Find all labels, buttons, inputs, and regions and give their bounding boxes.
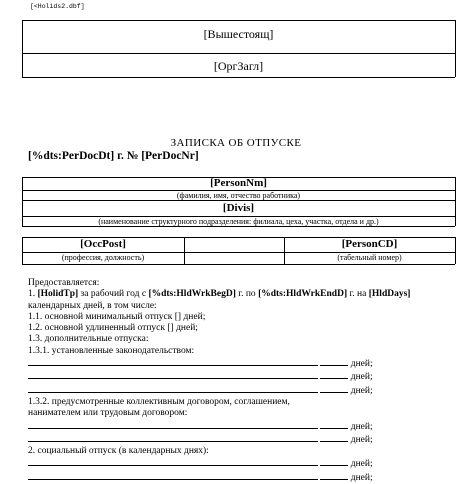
work-year-begin-field: [%dts:HldWrkBegD]	[148, 289, 236, 300]
blank-line-5: дней;	[28, 433, 458, 446]
blank-line-1: дней;	[28, 357, 458, 370]
document-date-field: [%dts:PerDocDt]	[28, 150, 115, 162]
division-caption: (наименование структурного подразделения: филиала, цеха, участка, отдела и др.)	[98, 217, 379, 226]
item-1-line-2: календарных дней, в том числе:	[28, 300, 157, 311]
document-title: ЗАПИСКА ОБ ОТПУСКЕ	[170, 137, 302, 149]
intro-text: Предоставляется:	[28, 278, 100, 288]
leave-details	[28, 278, 458, 484]
document-date-number	[28, 150, 199, 162]
blank-line-7: дней;	[28, 471, 458, 484]
employee-name-field: [PersonNm]	[210, 177, 267, 189]
position-field: [OccPost]	[80, 238, 126, 250]
personnel-number-field: [PersonCD]	[341, 238, 398, 250]
item-1-3: 1.3. дополнительные отпуска:	[28, 334, 149, 345]
blank-line-4: дней;	[28, 420, 458, 433]
item-1: 1. [HolidTp] за рабочий год с [%dts:HldWrkBegD] г. по [%dts:HldWrkEndD] г. на [HldDays]	[28, 289, 411, 300]
superior-organization-field: [Вышестоящ]	[203, 27, 274, 41]
blank-line-2: дней;	[28, 370, 458, 383]
blank-line-6: дней;	[28, 457, 458, 470]
file-tag: [<Holids2.dbf]	[30, 3, 85, 10]
item-1-2: 1.2. основной удлиненный отпуск [] дней;	[28, 323, 198, 334]
holiday-type-field: [HolidTp]	[37, 289, 79, 300]
document-number-separator: г. №	[114, 150, 142, 162]
work-year-end-field: [%dts:HldWrkEndD]	[258, 289, 348, 300]
holiday-days-field: [HldDays]	[368, 289, 411, 300]
personnel-number-caption: (табельный номер)	[337, 253, 402, 262]
blank-line-3: дней;	[28, 384, 458, 397]
document-number-field: [PerDocNr]	[141, 150, 199, 162]
item-1-1: 1.1. основной минимальный отпуск [] дней;	[28, 311, 206, 322]
position-caption: (профессия, должность)	[61, 253, 145, 262]
division-field: [Divis]	[222, 202, 255, 214]
item-1-3-1: 1.3.1. установленные законодательством:	[28, 345, 195, 356]
item-1-3-2-line-2: нанимателем или трудовым договором:	[28, 408, 188, 419]
organization-name-field: [ОргЗагл]	[213, 59, 264, 73]
item-2: 2. социальный отпуск (в календарных днях):	[28, 446, 209, 457]
item-1-3-2: 1.3.2. предусмотренные коллективным договором, соглашением,	[28, 396, 290, 407]
employee-name-caption: (фамилия, имя, отчество работника)	[176, 191, 301, 200]
